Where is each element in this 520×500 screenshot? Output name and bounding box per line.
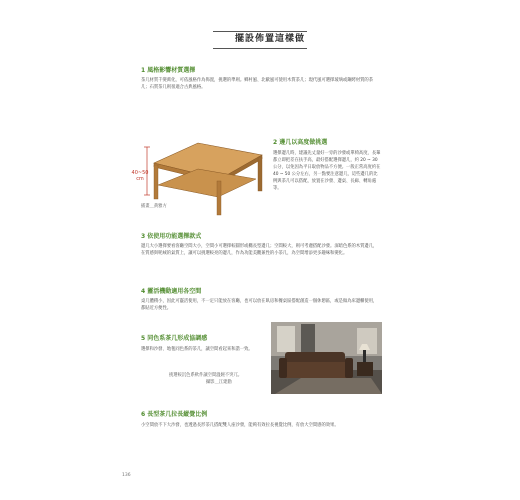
photo-caption-line-2: 攝影＿江建勳: [206, 380, 232, 385]
section-1-heading: 1 風格影響材質選擇: [141, 67, 196, 74]
section-3-body: 邊几大小選擇要看客廳空間大小，空間小可選擇較圓形或橢長型邊几；空間較大，則可考慮搭配沙發。深暗色系的木質邊几，在質感與呢絨的氣質上，讓可以挑選較亮的邊几，作為功能美觀兼性的小茶几，為空間增添更多趣味和變化。: [141, 244, 378, 256]
section-4-heading: 4 靈活機動適用各空間: [141, 288, 202, 295]
section-5-body: 選擇和沙發、地毯同色系的茶几，讓空間看起來和諧一致。: [141, 347, 253, 352]
page-number: 136: [122, 473, 131, 478]
title-bottom-rule: [213, 48, 307, 49]
page-title-box: [220, 33, 320, 45]
photo-caption-line-1: 挑選較沉色系軟件讓空間溫婉不突兀。: [169, 373, 243, 378]
section-6-heading: 6 長型茶几拉長縱覺比例: [141, 411, 208, 418]
living-room-photo: [271, 322, 382, 394]
table-leg: [258, 157, 262, 191]
page-title: 擺設佈置這樣做: [234, 34, 305, 44]
table-leg: [217, 181, 221, 215]
section-2-heading: 2 邊几以高度做挑選: [273, 139, 328, 146]
dimension-label: 40~50 cm: [131, 170, 149, 182]
title-top-rule: [213, 31, 307, 32]
section-5-heading: 5 同色系茶几形成協調感: [141, 335, 208, 342]
illustration-caption: 插畫＿黃雅方: [141, 204, 167, 209]
table-shelf: [158, 169, 256, 197]
section-6-body: 小空間放不下大沙發，也透過長形茶几搭配雙人座沙發，能夠有效拉長視覺比例，有放大空間感的效果。: [141, 423, 339, 428]
section-2-body: 選擇邊几時，建議先丈量好一旁的沙發或單椅高度，長輩都立即把差在扶手高，最好搭配選擇邊几，約 20 ~ 30 公分，以免因為平日取放物品不方便。一般正常高度約在 40 ~ 50 公分左右，另一點要注意邊几，這些邊几的比例與茶几可以搭配，放置在沙發、邊桌、長廊、轉角處等。: [273, 151, 381, 191]
section-3-heading: 3 依使用功能選擇款式: [141, 233, 202, 240]
section-1-body: 茶几材質千變萬化，可依風格作為佈置，挑選的準則。鄉村風、北歐風可使用木質茶几；現代風可選擇玻璃或鋼烤材質的茶几；石質茶几則很適合古典風格。: [141, 78, 374, 90]
living-room-photo-drawing: [271, 322, 382, 394]
side-table: [357, 362, 373, 376]
table-leg: [154, 165, 158, 199]
section-4-body: 桌几體積小，因此可靈活使用，不一定只能放在客廳，也可以放在臥房和餐桌區搭配創造一個休憩區，或是做為床邊櫃使用，都貼近方便性。: [141, 299, 378, 311]
sofa-seat: [281, 362, 351, 378]
